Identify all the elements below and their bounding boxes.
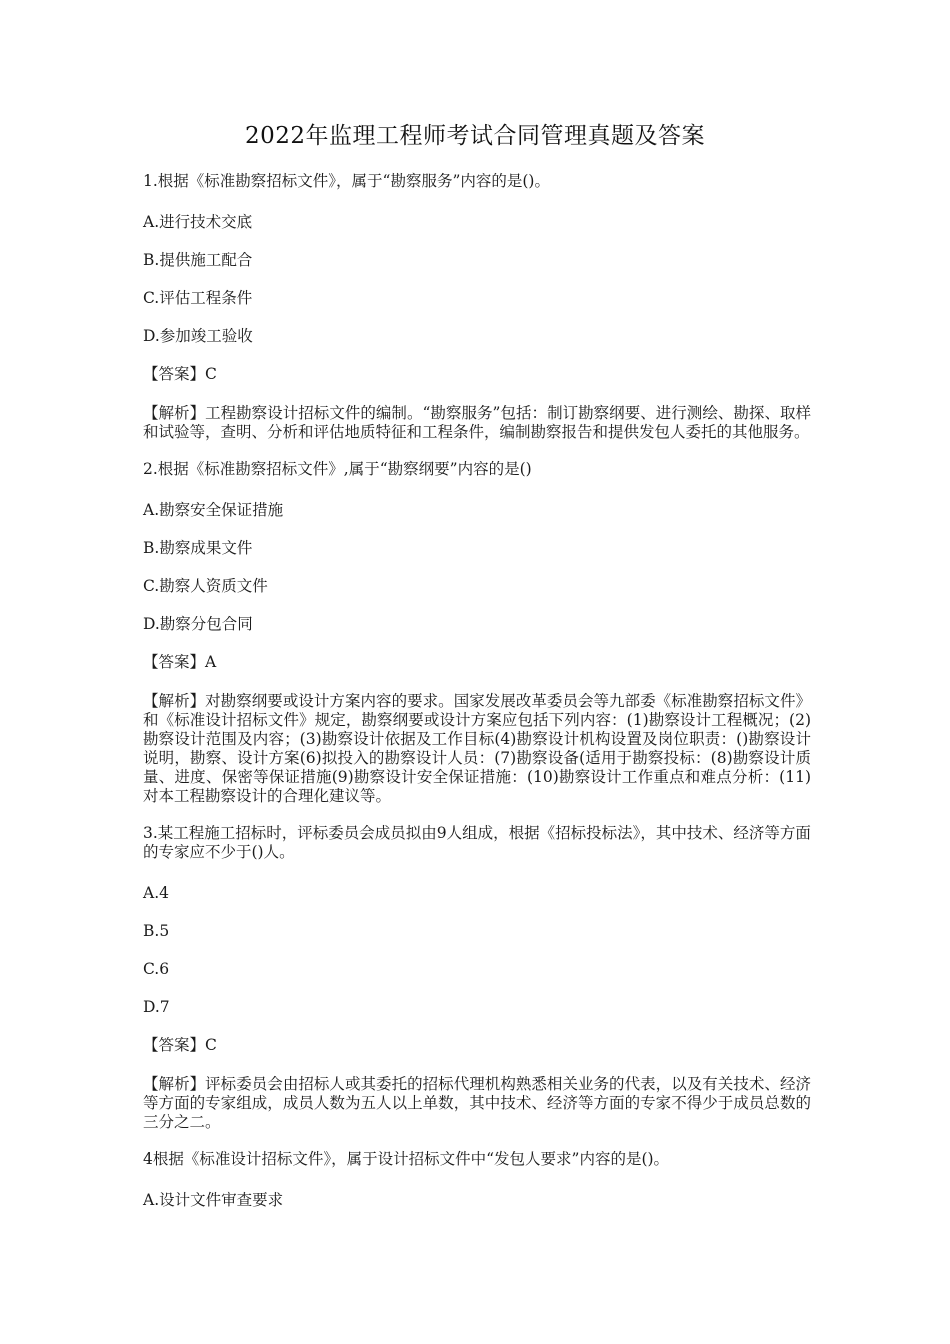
question-stem: 4根据《标准设计招标文件》，属于设计招标文件中“发包人要求”内容的是()。 — [143, 1150, 670, 1168]
question-stem: 2.根据《标准勘察招标文件》,属于“勘察纲要”内容的是() — [143, 460, 532, 478]
answer-key: 【答案】A — [143, 653, 217, 671]
document-body — [143, 172, 811, 1229]
answer-key: 【答案】C — [143, 1036, 217, 1054]
answer-explanation: 【解析】评标委员会由招标人或其委托的招标代理机构熟悉相关业务的代表，以及有关技术、经济等方面的专家组成，成员人数为五人以上单数，其中技术、经济等方面的专家不得少于成员总数的三分之二。 — [143, 1075, 811, 1131]
answer-option: C.评估工程条件 — [143, 289, 253, 307]
answer-explanation: 【解析】对勘察纲要或设计方案内容的要求。国家发展改革委员会等九部委《标准勘察招标文件》和《标准设计招标文件》规定，勘察纲要或设计方案应包括下列内容：(1)勘察设计工程概况；(2)勘察设计范围及内容；(3)勘察设计依据及工作目标(4)勘察设计机构设置及岗位职责：()勘察设计说明，勘察、设计方案(6)拟投入的勘察设计人员：(7)勘察设备(适用于勘察投标：(8)勘察设计质量、进度、保密等保证措施(9)勘察设计安全保证措施：(10)勘察设计工作重点和难点分析：(11)对本工程勘察设计的合理化建议等。 — [143, 692, 811, 805]
answer-option: D.7 — [143, 998, 170, 1016]
answer-option: B.5 — [143, 922, 170, 940]
answer-key: 【答案】C — [143, 365, 217, 383]
answer-option: A.4 — [143, 884, 169, 902]
answer-option: C.勘察人资质文件 — [143, 577, 268, 595]
question-stem: 1.根据《标准勘察招标文件》，属于“勘察服务”内容的是()。 — [143, 172, 550, 190]
answer-option: B.提供施工配合 — [143, 251, 253, 269]
answer-option: A.设计文件审查要求 — [143, 1191, 284, 1209]
answer-explanation: 【解析】工程勘察设计招标文件的编制。“勘察服务”包括：制订勘察纲要、进行测绘、勘探、取样和试验等，查明、分析和评估地质特征和工程条件，编制勘察报告和提供发包人委托的其他服务。 — [143, 404, 811, 441]
document-title: 2022年监理工程师考试合同管理真题及答案 — [244, 123, 706, 149]
answer-option: C.6 — [143, 960, 170, 978]
answer-option: A.进行技术交底 — [143, 213, 253, 231]
question-stem: 3.某工程施工招标时，评标委员会成员拟由9人组成，根据《招标投标法》，其中技术、经济等方面的专家应不少于()人。 — [143, 824, 811, 861]
answer-option: A.勘察安全保证措施 — [143, 501, 284, 519]
answer-option: B.勘察成果文件 — [143, 539, 253, 557]
answer-option: D.勘察分包合同 — [143, 615, 253, 633]
answer-option: D.参加竣工验收 — [143, 327, 253, 345]
